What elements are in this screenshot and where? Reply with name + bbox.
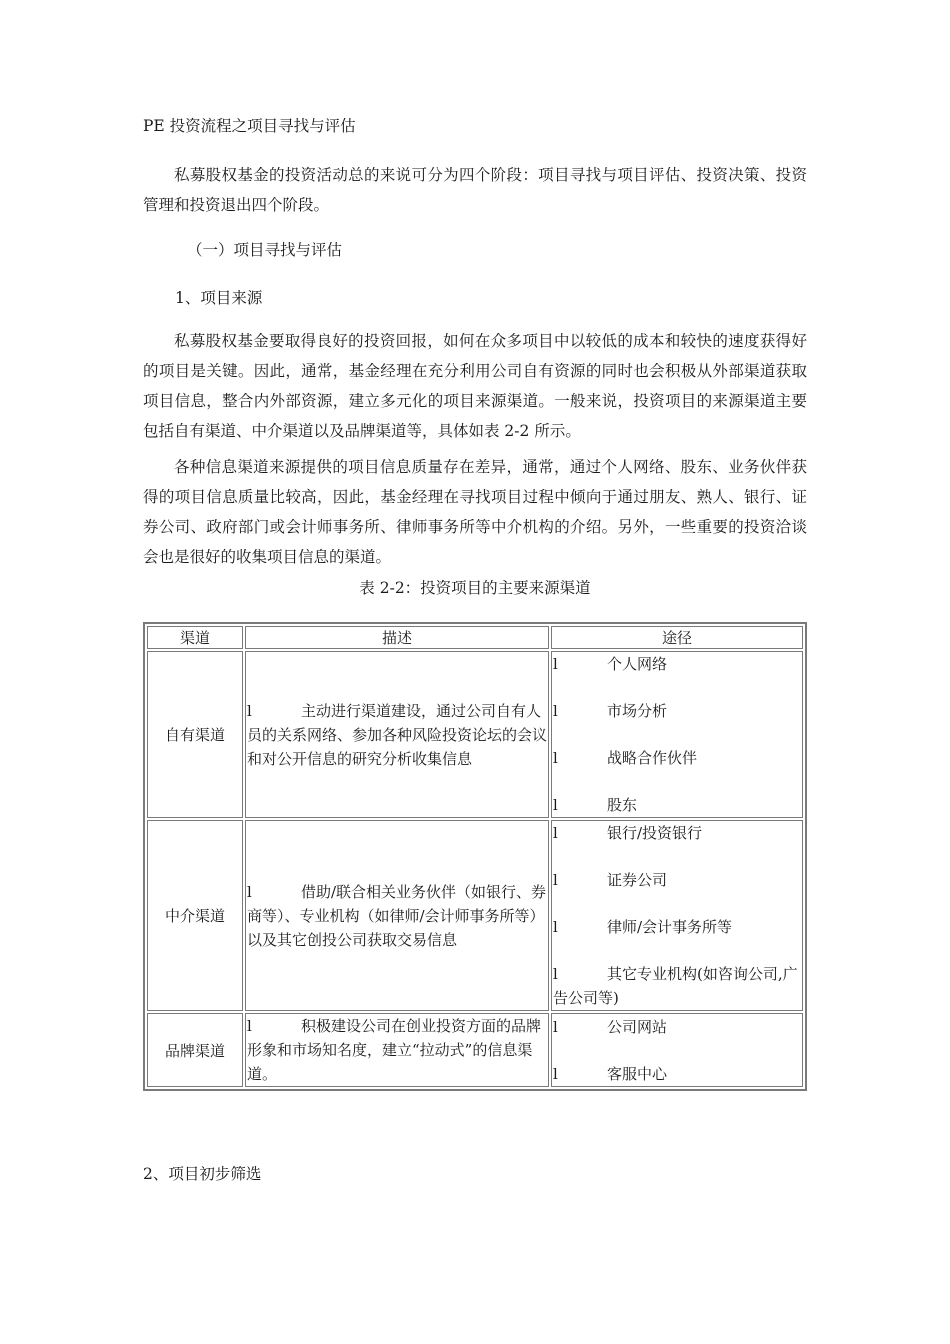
way-text: 其它专业机构(如咨询公司,广告公司等) [553, 965, 798, 1007]
ways-cell [551, 1013, 803, 1087]
way-text: 证券公司 [607, 871, 668, 889]
way-text: 股东 [607, 796, 638, 814]
quality-paragraph: 各种信息渠道来源提供的项目信息质量存在差异，通常，通过个人网络、股东、业务伙伴获得的项目信息质量比较高，因此，基金经理在寻找项目过程中倾向于通过朋友、熟人、银行、证券公司、政府部门或会计师事务所、律师事务所等中介机构的介绍。另外，一些重要的投资洽谈会也是很好的收集项目信息的渠道。 [143, 458, 807, 566]
bullet-marker: l [553, 824, 558, 842]
way-text: 公司网站 [607, 1017, 668, 1036]
bullet-marker: l [553, 749, 558, 767]
description-text: 主动进行渠道建设，通过公司自有人员的关系网络、参加各种风险投资论坛的会议和对公开信息的研究分析收集信息 [247, 701, 548, 768]
list-item [553, 699, 801, 723]
bullet-marker: l [247, 1017, 252, 1035]
ways-cell [551, 651, 803, 818]
ways-cell [551, 820, 803, 1011]
table-caption: 表 2-2：投资项目的主要来源渠道 [359, 579, 591, 597]
list-item [553, 962, 801, 1010]
list-item [553, 868, 801, 892]
table-header-row [147, 626, 803, 649]
bullet-marker: l [553, 796, 558, 814]
channels-table [143, 622, 807, 1091]
list-item [553, 915, 801, 939]
table-row [147, 1013, 803, 1087]
document-title: PE 投资流程之项目寻找与评估 [143, 117, 356, 135]
list-item [553, 821, 801, 845]
description-cell [245, 1013, 549, 1087]
way-text: 律师/会计事务所等 [607, 918, 733, 936]
list-item [553, 793, 801, 817]
bullet-marker: l [553, 1064, 558, 1083]
description-cell [245, 820, 549, 1011]
bullet-marker: l [553, 871, 558, 889]
bullet-marker: l [553, 1017, 558, 1036]
list-item [553, 1015, 801, 1039]
list-item [553, 746, 801, 770]
way-text: 战略合作伙伴 [607, 749, 698, 767]
list-item [553, 652, 801, 676]
bullet-marker: l [553, 965, 558, 983]
channel-cell: 自有渠道 [147, 651, 243, 818]
channel-cell: 品牌渠道 [147, 1013, 243, 1087]
bullet-marker: l [553, 702, 558, 720]
sources-paragraph: 私募股权基金要取得良好的投资回报，如何在众多项目中以较低的成本和较快的速度获得好的项目是关键。因此，通常，基金经理在充分利用公司自有资源的同时也会积极从外部渠道获取项目信息，整合内外部资源，建立多元化的项目来源渠道。一般来说，投资项目的来源渠道主要包括自有渠道、中介渠道以及品牌渠道等，具体如表 2-2 所示。 [143, 332, 807, 440]
bullet-marker: l [247, 701, 252, 720]
subsection-heading-screening: 2、项目初步筛选 [143, 1165, 262, 1183]
table-row [147, 651, 803, 818]
description-text: 借助/联合相关业务伙伴（如银行、券商等）、专业机构（如律师/会计师事务所等）以及其它创投公司获取交易信息 [247, 882, 547, 949]
description-cell [245, 651, 549, 818]
header-description: 描述 [245, 626, 549, 649]
way-text: 客服中心 [607, 1064, 668, 1083]
table-row [147, 820, 803, 1011]
bullet-marker: l [553, 918, 558, 936]
subsection-heading-sources: 1、项目来源 [175, 289, 263, 307]
header-ways: 途径 [551, 626, 803, 649]
bullet-marker: l [247, 882, 252, 901]
way-text: 个人网络 [607, 655, 668, 673]
way-text: 银行/投资银行 [607, 824, 703, 842]
description-text: 积极建设公司在创业投资方面的品牌形象和市场知名度，建立“拉动式”的信息渠道。 [247, 1017, 542, 1083]
list-item [553, 1062, 801, 1086]
section-heading: （一）项目寻找与评估 [187, 241, 343, 259]
header-channel: 渠道 [147, 626, 243, 649]
bullet-marker: l [553, 655, 558, 673]
channel-cell: 中介渠道 [147, 820, 243, 1011]
intro-paragraph: 私募股权基金的投资活动总的来说可分为四个阶段：项目寻找与项目评估、投资决策、投资管理和投资退出四个阶段。 [143, 166, 807, 214]
way-text: 市场分析 [607, 702, 668, 720]
